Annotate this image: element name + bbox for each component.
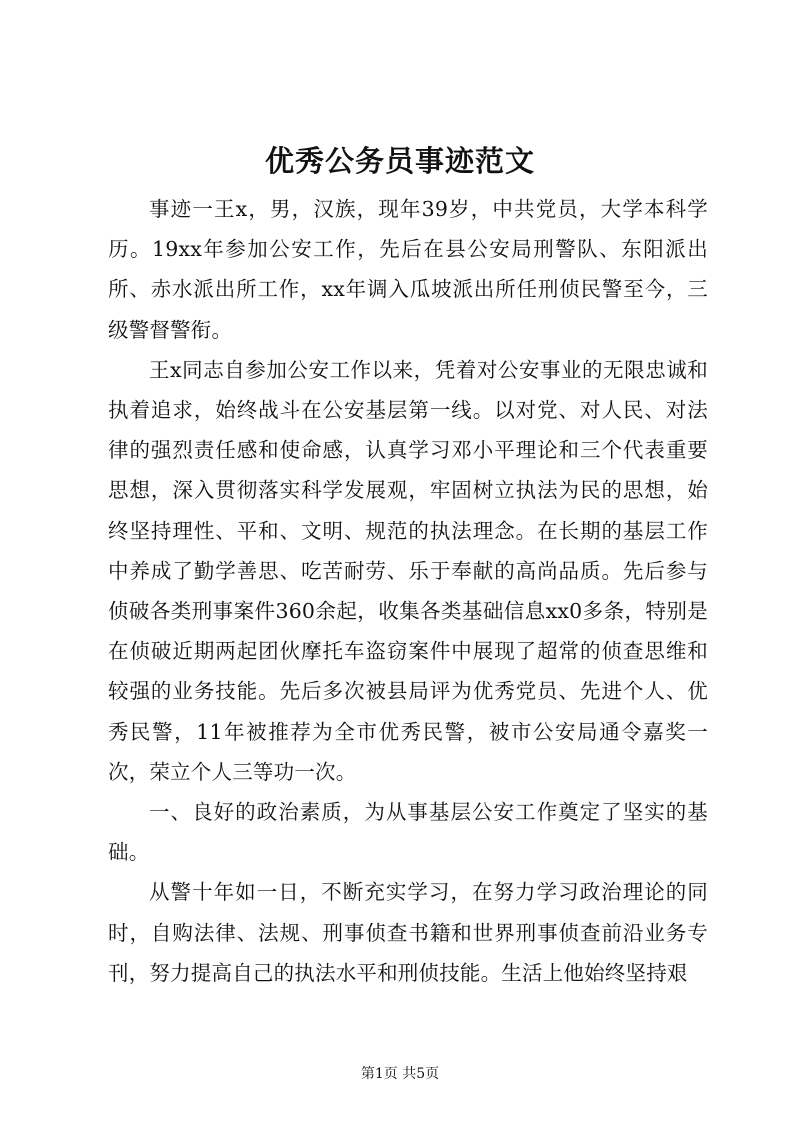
- document-body: [108, 189, 708, 993]
- paragraph-intro: 事迹一王x，男，汉族，现年39岁，中共党员，大学本科学历。19xx年参加公安工作，先后在县公安局刑警队、东阳派出所、赤水派出所工作，xx年调入瓜坡派出所任刑侦民警至今，三级警督警衔。: [108, 197, 708, 342]
- paragraph-record: 王x同志自参加公安工作以来，凭着对公安事业的无限忠诚和执着追求，始终战斗在公安基层第一线。以对党、对人民、对法律的强烈责任感和使命感，认真学习邓小平理论和三个代表重要思想，深入贯彻落实科学发展观，牢固树立执法为民的思想，始终坚持理性、平和、文明、规范的执法理念。在长期的基层工作中养成了勤学善思、吃苦耐劳、乐于奉献的高尚品质。先后参与侦破各类刑事案件360余起，收集各类基础信息xx0多条，特别是在侦破近期两起团伙摩托车盗窃案件中展现了超常的侦查思维和较强的业务技能。先后多次被县局评为优秀党员、先进个人、优秀民警，11年被推荐为全市优秀民警，被市公安局通令嘉奖一次，荣立个人三等功一次。: [108, 357, 708, 784]
- paragraph-study: 从警十年如一日，不断充实学习，在努力学习政治理论的同时，自购法律、法规、刑事侦查书籍和世界刑事侦查前沿业务专刊，努力提高自己的执法水平和刑侦技能。生活上他始终坚持艰: [108, 880, 708, 985]
- page-number-footer: 第1页 共5页: [360, 1066, 440, 1082]
- document-title: 优秀公务员事迹范文: [264, 144, 535, 178]
- paragraph-heading-one: 一、良好的政治素质，为从事基层公安工作奠定了坚实的基础。: [108, 800, 708, 865]
